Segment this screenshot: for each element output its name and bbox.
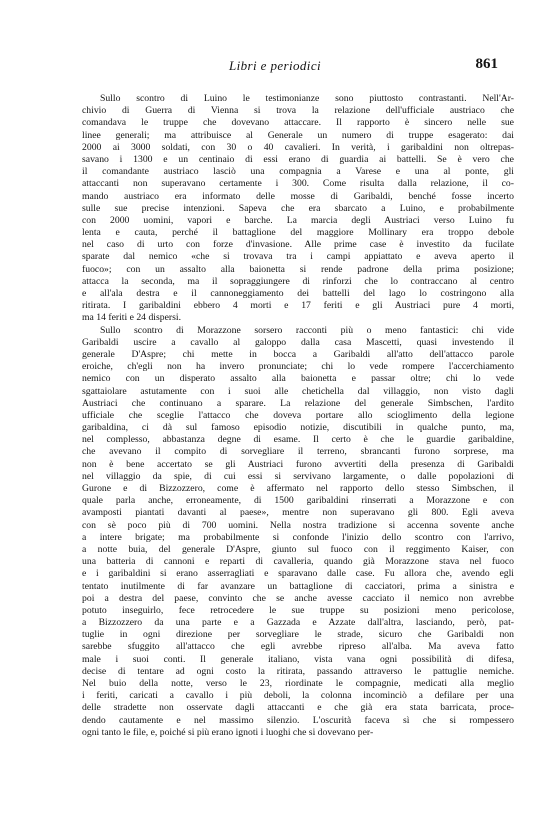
text-line: generale D'Aspre; chi mette in bocca a Garibaldi all'atto dell'attacco parole <box>82 348 514 360</box>
text-line: linee generali; ma attribuisce al Generale un numero di truppe esagerato: dai <box>82 129 514 141</box>
text-line: il comandante austriaco lasciò una compagnia a Varese e una al ponte, gli <box>82 166 514 178</box>
paragraph-morazzone <box>82 325 514 739</box>
text-line: chivio di Guerra di Vienna si trova la relazione dell'ufficiale austriaco che <box>82 105 514 117</box>
running-head <box>0 56 550 76</box>
text-line: nel caso di urto con forze d'invasione. Alle prime case è investito da fucilate <box>82 239 514 251</box>
text-line: attaccanti non superavano certamente i 300. Come risulta dalla relazione, il co- <box>82 178 514 190</box>
text-line: nel complesso, abbastanza degne di esame. Il certo è che le guardie garibaldine, <box>82 434 514 446</box>
text-line: male i suoi conti. Il generale italiano, vista vana ogni possibilità di difesa, <box>82 653 514 665</box>
text-line: sgattaiolare astutamente con i suoi alle chetichella dal villaggio, non visto dagli <box>82 385 514 397</box>
text-line: ogni tanto le file, e, poiché si più erano ignoti i luoghi che si dovevano per- <box>82 726 374 738</box>
text-line: ritirata. I garibaldini ebbero 4 morti e 17 feriti e gli Austriaci pure 4 morti, <box>82 300 514 312</box>
text-line: Garibaldi uscire a cavallo al galoppo dalla casa Mascetti, quasi investendo il <box>82 336 514 348</box>
text-line: eroiche, ch'egli non ha invero pronunciate; chi lo vede rompere l'accerchiamento <box>82 361 514 373</box>
text-line: i feriti, caricati a cavallo i più deboli, la colonna incominciò a defilare per una <box>82 690 514 702</box>
text-line: nemico con un disperato assalto alla baionetta e passar oltre; chi lo vede <box>82 373 514 385</box>
text-line: lenta e cauta, perché il battaglione del maggiore Mollinary era troppo debole <box>82 227 514 239</box>
text-line: avamposti piantati davanti al paese», mentre non superavano gli 800. Egli aveva <box>82 507 514 519</box>
text-line: a intere brigate; ma probabilmente si confonde l'inizio dello scontro con l'arrivo, <box>82 531 514 543</box>
text-line: che avevano il compito di sorvegliare il terreno, sbrancanti furono sorprese, ma <box>82 446 514 458</box>
text-line: garibaldina, ci dà sul famoso episodio notizie, discutibili in qualche punto, ma, <box>82 422 514 434</box>
text-line: sulle sue precise intenzioni. Sapeva che era sbarcato a Luino, e probabilmente <box>82 202 514 214</box>
text-line: non è bene accertato se gli Austriaci furono avvertiti della presenza di Garibaldi <box>82 458 514 470</box>
text-line: Sullo scontro di Morazzone sorsero racconti più o meno fantastici: chi vide <box>100 324 514 336</box>
text-line: 2000 ai 3000 soldati, con 30 o 40 cavalieri. In verità, i garibaldini non oltrepas- <box>82 141 514 153</box>
text-line: con 2000 uomini, vapori e barche. La marcia degli Austriaci verso Luino fu <box>82 214 514 226</box>
text-line: potuto inseguirlo, fece retrocedere le sue truppe su posizioni meno pericolose, <box>82 604 514 616</box>
text-line: Nel buio della notte, verso le 23, riordinate le compagnie, medicati alla meglio <box>82 678 514 689</box>
text-line: a notte buia, del generale D'Aspre, giunto sul fuoco con il reggimento Kaiser, con <box>82 543 514 555</box>
text-line: ufficiale che sceglie l'attacco che doveva portare allo scioglimento della legione <box>82 409 514 421</box>
text-line: attacca la seconda, ma il sopraggiungere di rinforzi che lo contraccano al centro <box>82 275 514 287</box>
text-line: Austriaci che continuano a sparare. La relazione del generale Simbschen, l'ardito <box>82 397 514 409</box>
text-line: dendo cautamente e nel massimo silenzio. L'oscurità faceva sì che si rompessero <box>82 714 514 726</box>
text-line: e i garibaldini si erano asserragliati e sparavano dalle case. Fu allora che, avendo egli <box>82 568 514 580</box>
text-line: mando austriaco era informato delle mosse di Garibaldi, benché fosse incerto <box>82 190 514 202</box>
text-line: comandava le truppe che dovevano attaccare. Il rapporto è sincero nelle sue <box>82 117 514 129</box>
text-line: nel villaggio da spie, di cui essi si servivano largamente, o dalle popolazioni di <box>82 470 514 482</box>
text-line: Gurone e di Bizzozzero, come è affermato nel rapporto dello stesso Simbschen, il <box>82 483 514 494</box>
text-line: quale parla anche, erroneamente, di 1500 garibaldini rinserrati a Morazzone e con <box>82 495 514 507</box>
text-line: a Bizzozzero da una parte e a Gazzada e Azzate dall'altra, lasciando, però, pat- <box>82 617 514 629</box>
text-line: savano i 1300 e un centinaio di essi erano di guardia ai battelli. Se è vero che <box>82 153 514 165</box>
text-line: una batteria di cannoni e reparti di cavalleria, quando già Morazzone stava nel fuoco <box>82 556 514 568</box>
text-line: Sullo scontro di Luino le testimonianze sono piuttosto contrastanti. Nell'Ar- <box>100 93 514 104</box>
text-line: e all'ala destra e il cannoneggiamento dei battelli del lago lo costringono alla <box>82 288 514 299</box>
text-line: con sè poco più di 700 uomini. Nella nostra tradizione si accenna sovente anche <box>82 519 514 531</box>
text-line: sparate dal nemico «che si trovava tra i campi appiattato e aveva aperto il <box>82 251 514 263</box>
paragraph-luino <box>82 93 514 325</box>
text-line: tuglie in ogni direzione per sorvegliare le strade, sicuro che Garibaldi non <box>82 629 514 641</box>
page-number: 861 <box>475 56 498 72</box>
text-line: ma 14 feriti e 24 dispersi. <box>82 312 182 324</box>
text-line: delle stradette non osservate dagli attaccanti e che già era stata barricata, proce- <box>82 702 514 714</box>
text-line: decise di tentare ad ogni costo la ritirata, passando attraverso le pattuglie nemiche. <box>82 665 514 677</box>
text-line: sarebbe sfuggito all'attacco che egli avrebbe ripreso all'alba. Ma aveva fatto <box>82 641 514 653</box>
text-line: poi a destra del paese, convinto che se anche avesse cacciato il nemico non avrebbe <box>82 592 514 604</box>
running-title: Libri e periodici <box>228 58 322 73</box>
text-line: fuoco»; con un assalto alla baionetta si rende padrone della prima posizione; <box>82 263 514 275</box>
text-line: tentato inutilmente di far avanzare un battaglione di cacciatori, prima a sinistra e <box>82 580 514 592</box>
body-text <box>82 93 514 739</box>
